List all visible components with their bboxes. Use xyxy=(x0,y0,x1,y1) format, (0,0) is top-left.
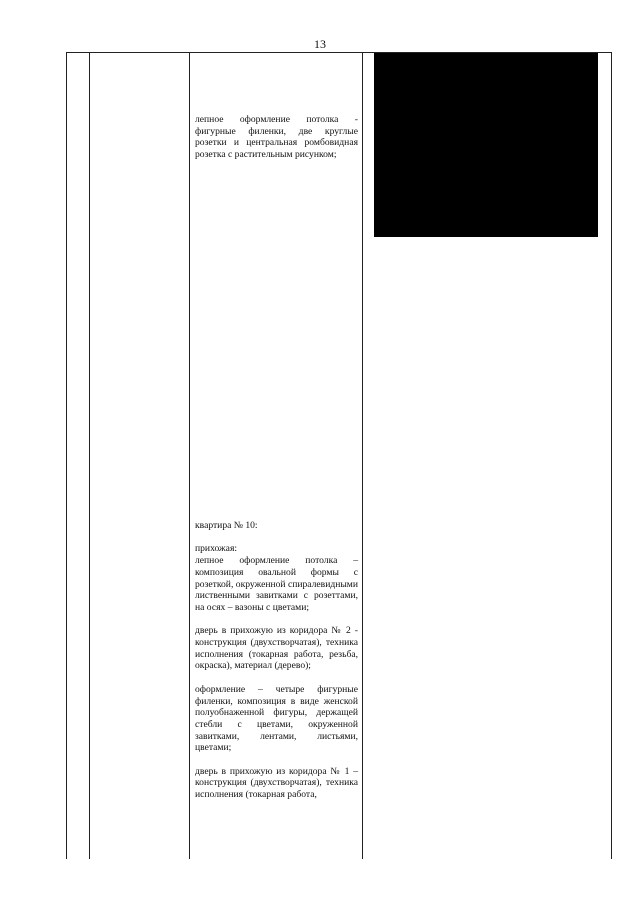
column-divider-2 xyxy=(189,53,190,859)
paragraph: дверь в прихожую из коридора № 2 - конструкция (двухстворчатая), техника исполнения (токарная работа, резьба, окраска), материал (дерево); xyxy=(195,625,358,672)
apartment-heading: квартира № 10: xyxy=(195,520,258,531)
paragraph: лепное оформление потолка - фигурные филенки, две круглые розетки и центральная ромбовидная розетка с растительным рисунком; xyxy=(195,114,358,161)
paragraph: прихожая: лепное оформление потолка – композиция овальной формы с розеткой, окруженной спиралевидными лиственными завитками с розеттами, на осях – вазоны с цветами; xyxy=(195,543,358,613)
paragraph: дверь в прихожую из коридора № 1 – конструкция (двухстворчатая), техника исполнения (токарная работа, xyxy=(195,765,358,801)
column-divider-3 xyxy=(362,53,363,859)
page-number: 13 xyxy=(314,37,326,51)
redacted-photo xyxy=(374,53,598,237)
table-right-border xyxy=(611,53,612,859)
column-divider-1 xyxy=(89,53,90,859)
description-block-apartment-10 xyxy=(195,520,358,813)
paragraph: оформление – четыре фигурные филенки, композиция в виде женской полуобнаженной фигуры, держащей стебли с цветами, окруженной завитками, лентами, листьями, цветами; xyxy=(195,683,358,754)
description-block-ceiling xyxy=(195,114,358,173)
